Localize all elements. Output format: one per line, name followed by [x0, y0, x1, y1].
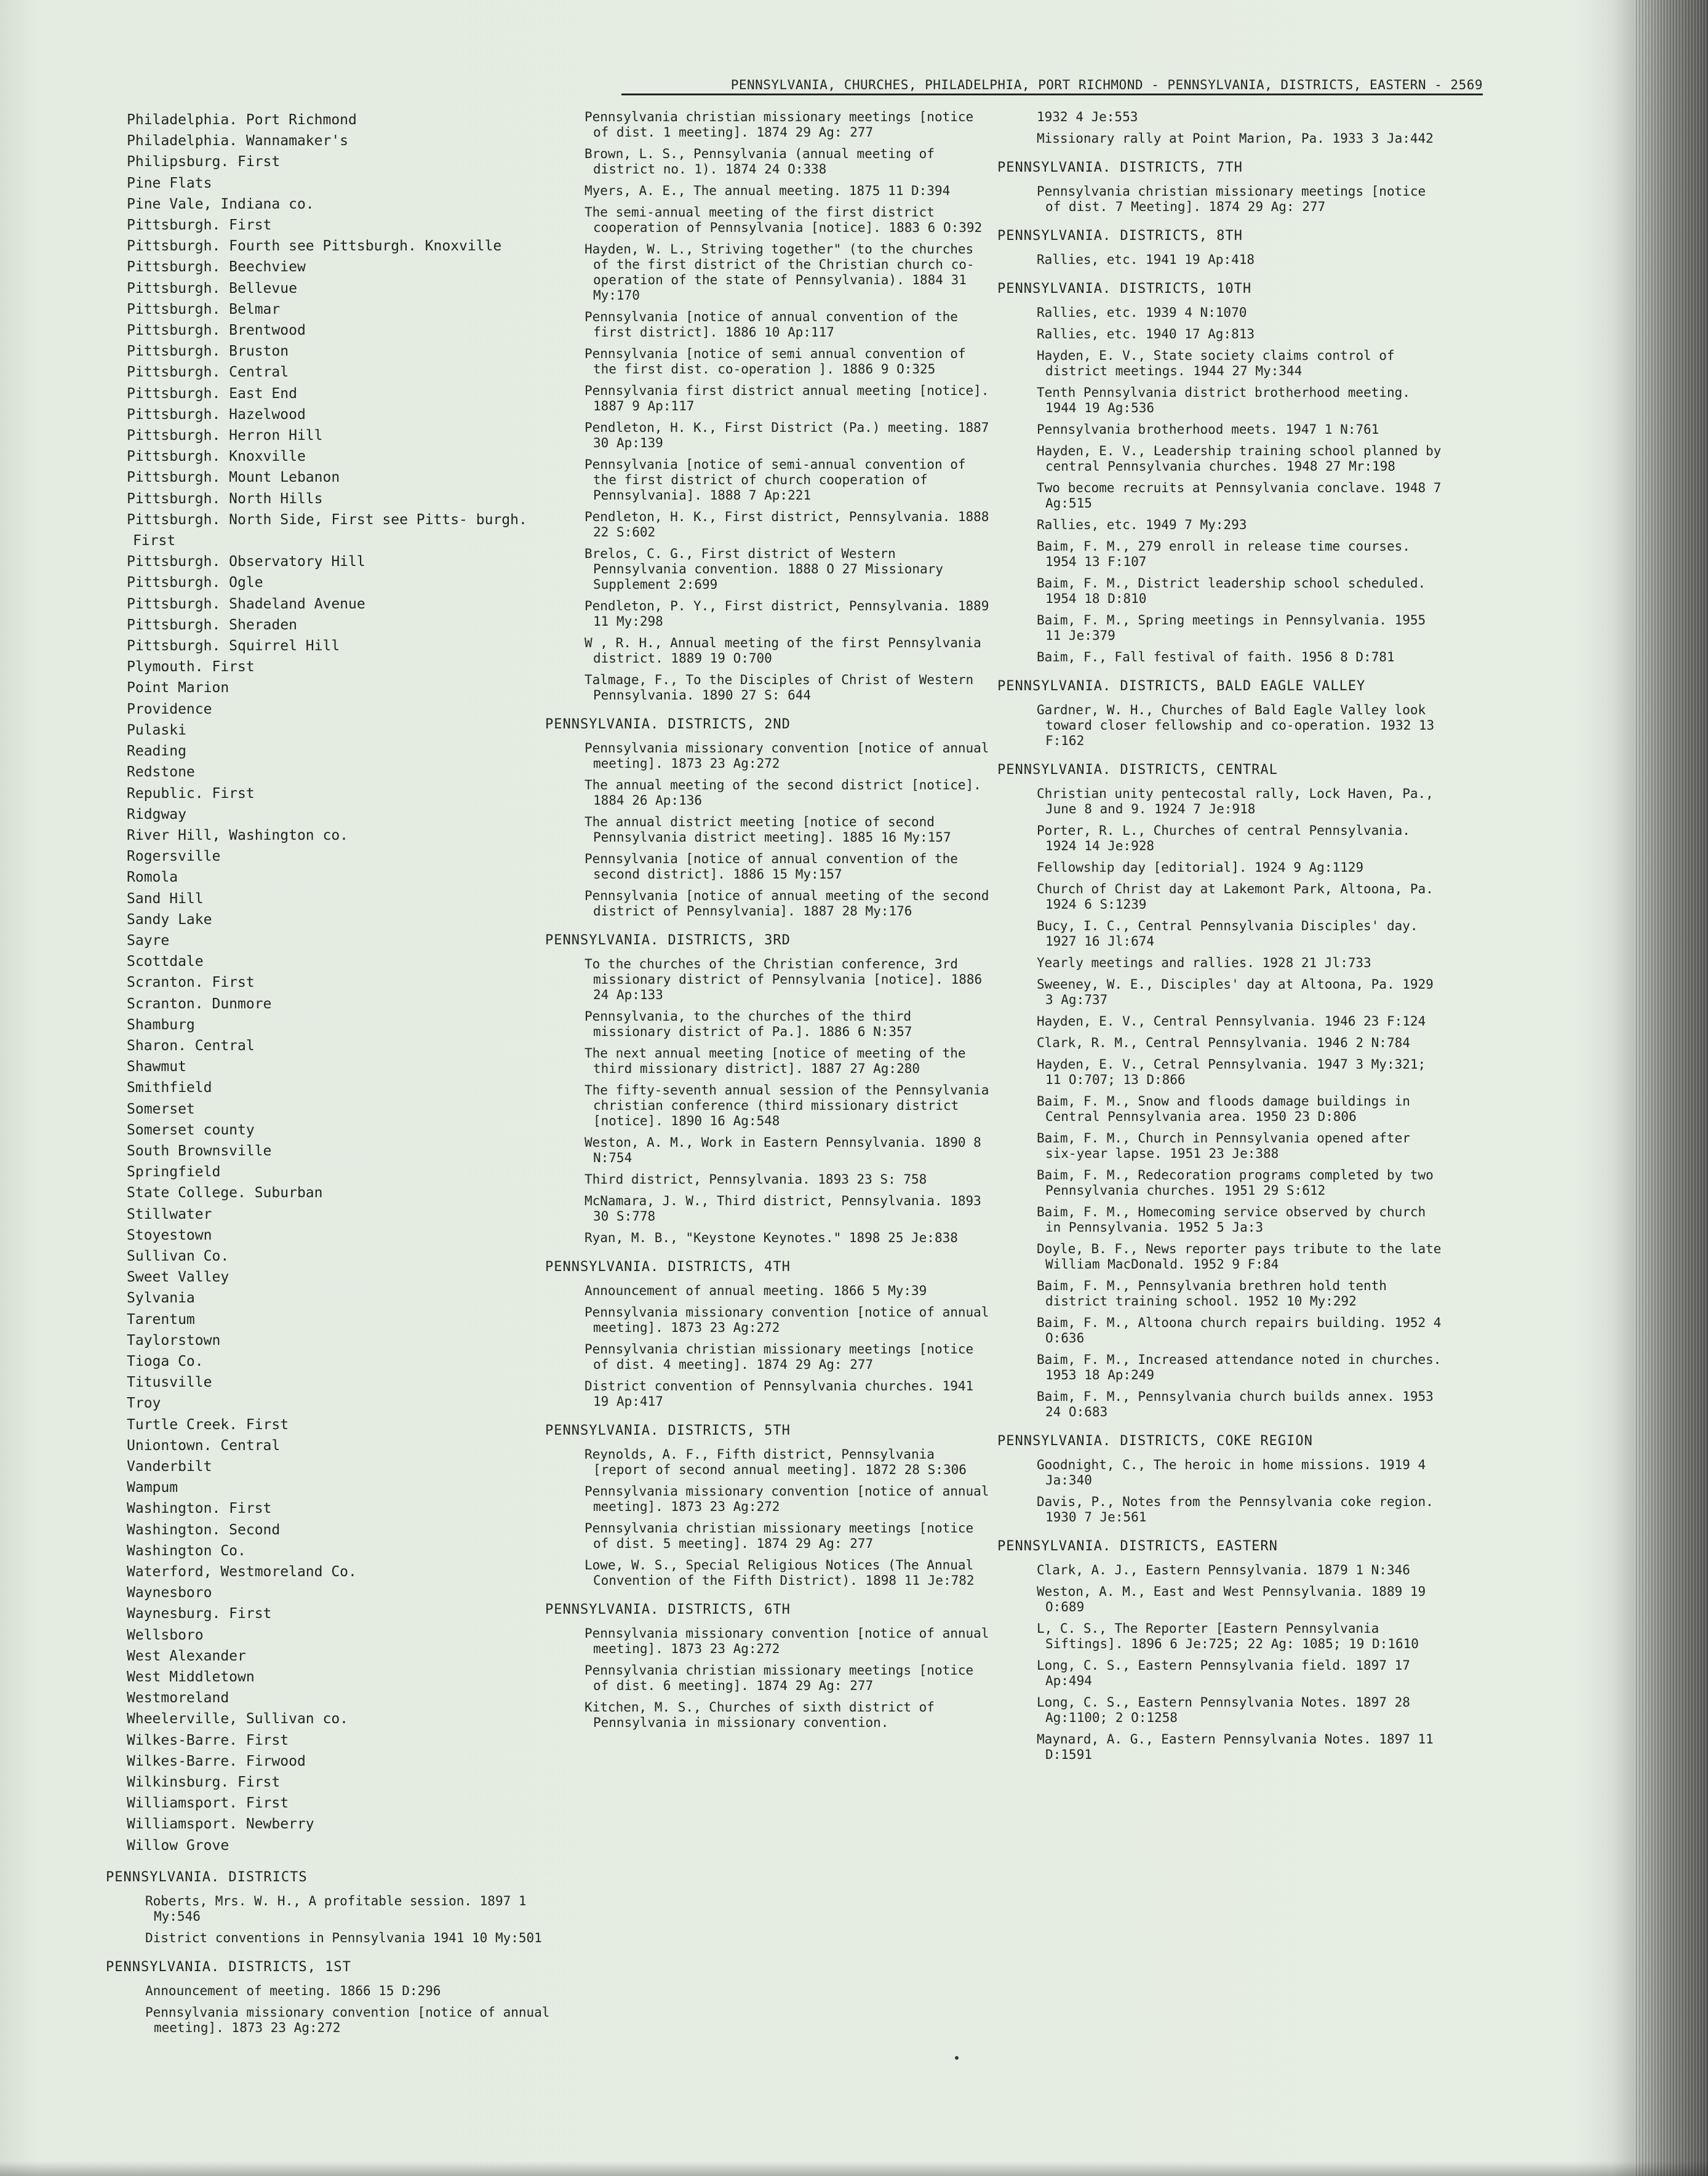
index-entry: Two become recruits at Pennsylvania conclave. 1948 7 Ag:515: [1037, 480, 1442, 511]
index-entry: The fifty-seventh annual session of the Pennsylvania christian conference (third missionary district [notice]. 1890 16 Ag:548: [585, 1083, 989, 1128]
index-entry: Rallies, etc. 1939 4 N:1070: [1037, 305, 1247, 320]
index-entry: Pennsylvania christian missionary meetings [notice of dist. 1 meeting]. 1874 29 Ag: 277: [585, 110, 974, 140]
index-entry: Rallies, etc. 1940 17 Ag:813: [1037, 327, 1255, 341]
place-entry: West Alexander: [127, 1648, 246, 1664]
index-entry: The annual meeting of the second district [notice]. 1884 26 Ap:136: [585, 778, 981, 808]
place-entry: Sandy Lake: [127, 911, 212, 928]
place-entry: Shawmut: [127, 1059, 186, 1075]
place-entry: Troy: [127, 1395, 161, 1412]
right-sections: [997, 160, 1449, 1763]
section-heading: PENNSYLVANIA. DISTRICTS, 1ST: [106, 1959, 351, 1975]
place-entry: Pittsburgh. East End: [127, 385, 297, 402]
index-entry: Baim, F. M., Church in Pennsylvania opened after six-year lapse. 1951 23 Je:388: [1037, 1131, 1410, 1161]
index-entry: Tenth Pennsylvania district brotherhood meeting. 1944 19 Ag:536: [1037, 385, 1410, 415]
index-entry: The semi-annual meeting of the first district cooperation of Pennsylvania [notice]. 1883 6 O:392: [585, 205, 983, 235]
place-entry: Waynesburg. First: [127, 1606, 272, 1622]
place-entry: Sharon. Central: [127, 1037, 255, 1054]
place-list: [127, 110, 557, 1856]
index-entry: District convention of Pennsylvania churches. 1941 19 Ap:417: [585, 1379, 974, 1409]
place-entry: Wilkes-Barre. Firwood: [127, 1753, 306, 1769]
index-entry: Fellowship day [editorial]. 1924 9 Ag:1129: [1037, 860, 1364, 875]
place-entry: Pittsburgh. Bellevue: [127, 280, 297, 297]
place-entry: Somerset county: [127, 1122, 255, 1138]
index-entry: Goodnight, C., The heroic in home missions. 1919 4 Ja:340: [1037, 1457, 1426, 1488]
place-entry: Scranton. Dunmore: [127, 995, 272, 1012]
section-heading: PENNSYLVANIA. DISTRICTS, 6TH: [545, 1602, 791, 1617]
place-entry: Scottdale: [127, 954, 204, 970]
index-entry: Baim, F., Fall festival of faith. 1956 8 D:781: [1037, 650, 1395, 664]
index-entry: District conventions in Pennsylvania 1941 10 My:501: [145, 1930, 542, 1945]
index-entry: Pennsylvania [notice of semi-annual convention of the first district of church cooperation of Pennsylvania]. 1888 7 Ap:221: [585, 457, 966, 503]
section-heading: PENNSYLVANIA. DISTRICTS, 7TH: [997, 160, 1243, 175]
place-entry: Somerset: [127, 1101, 195, 1117]
right-column: [997, 110, 1449, 1769]
index-entry: Baim, F. M., Snow and floods damage buildings in Central Pennsylvania area. 1950 23 D:806: [1037, 1094, 1410, 1124]
index-entry: Pennsylvania christian missionary meetings [notice of dist. 4 meeting]. 1874 29 Ag: 277: [585, 1342, 974, 1372]
place-entry: Pittsburgh. Observatory Hill: [127, 554, 365, 570]
place-entry: Pittsburgh. Squirrel Hill: [127, 638, 340, 655]
section-heading: PENNSYLVANIA. DISTRICTS: [106, 1869, 308, 1885]
place-entry: West Middletown: [127, 1669, 255, 1686]
index-entry: Baim, F. M., 279 enroll in release time courses. 1954 13 F:107: [1037, 539, 1410, 569]
index-entry: Pennsylvania [notice of semi annual convention of the first dist. co-operation ]. 1886 9 O:325: [585, 346, 966, 377]
place-entry: Westmoreland: [127, 1690, 229, 1707]
place-entry: Pittsburgh. Knoxville: [127, 448, 306, 465]
place-entry: Waterford, Westmoreland Co.: [127, 1564, 357, 1580]
place-entry: Williamsport. Newberry: [127, 1816, 314, 1833]
index-entry: Hayden, E. V., State society claims control of district meetings. 1944 27 My:344: [1037, 348, 1395, 378]
place-entry: Republic. First: [127, 785, 255, 802]
place-entry: Washington. Second: [127, 1521, 281, 1538]
place-entry: South Brownsville: [127, 1142, 272, 1159]
place-entry: River Hill, Washington co.: [127, 827, 349, 843]
running-head: PENNSYLVANIA, CHURCHES, PHILADELPHIA, PORT RICHMOND - PENNSYLVANIA, DISTRICTS, EASTERN - 2569: [621, 78, 1483, 95]
place-entry: Wellsboro: [127, 1627, 204, 1643]
index-entry: Reynolds, A. F., Fifth district, Pennsylvania [report of second annual meeting]. 1872 28 S:306: [585, 1447, 967, 1477]
index-entry: Pennsylvania [notice of annual meeting of the second district of Pennsylvania]. 1887 28 My:176: [585, 888, 989, 919]
section-heading: PENNSYLVANIA. DISTRICTS, CENTRAL: [997, 762, 1278, 778]
index-entry: Sweeney, W. E., Disciples' day at Altoona, Pa. 1929 3 Ag:737: [1037, 977, 1434, 1007]
place-entry: Pittsburgh. North Hills: [127, 490, 323, 507]
index-entry: Church of Christ day at Lakemont Park, Altoona, Pa. 1924 6 S:1239: [1037, 882, 1434, 912]
index-entry: Pennsylvania missionary convention [notice of annual meeting]. 1873 23 Ag:272: [585, 1305, 989, 1335]
index-entry: Hayden, W. L., Striving together" (to the churches of the first district of the Christian church co-operation of the state of Pennsylvania). 1884 31 My:170: [585, 242, 975, 303]
index-entry: The next annual meeting [notice of meeting of the third missionary district]. 1887 27 Ag:280: [585, 1046, 966, 1076]
section-heading: PENNSYLVANIA. DISTRICTS, COKE REGION: [997, 1433, 1313, 1449]
place-entry: Washington Co.: [127, 1542, 246, 1559]
place-entry: Sylvania: [127, 1290, 195, 1307]
index-entry: 1932 4 Je:553: [1037, 110, 1138, 124]
index-entry: Pendleton, H. K., First district, Pennsylvania. 1888 22 S:602: [585, 509, 989, 540]
place-entry: Scranton. First: [127, 974, 255, 991]
place-entry: Sullivan Co.: [127, 1248, 229, 1264]
place-entry: State College. Suburban: [127, 1185, 323, 1202]
index-entry: Pennsylvania christian missionary meetings [notice of dist. 5 meeting]. 1874 29 Ag: 277: [585, 1521, 974, 1551]
index-entry: Pennsylvania christian missionary meetings [notice of dist. 7 Meeting]. 1874 29 Ag: 277: [1037, 184, 1426, 214]
index-entry: Clark, R. M., Central Pennsylvania. 1946 2 N:784: [1037, 1035, 1410, 1050]
index-entry: Bucy, I. C., Central Pennsylvania Disciples' day. 1927 16 Jl:674: [1037, 919, 1418, 949]
place-entry: Pittsburgh. Sheraden: [127, 616, 297, 633]
place-entry: Sand Hill: [127, 890, 204, 907]
index-entry: Lowe, W. S., Special Religious Notices (The Annual Convention of the Fifth District). 1898 11 Je:782: [585, 1558, 975, 1588]
place-entry: Pittsburgh. Hazelwood: [127, 406, 306, 423]
index-entry: Long, C. S., Eastern Pennsylvania Notes. 1897 28 Ag:1100; 2 O:1258: [1037, 1695, 1410, 1725]
place-entry: Providence: [127, 701, 212, 717]
place-entry: Turtle Creek. First: [127, 1416, 289, 1433]
middle-sections: [545, 717, 997, 1731]
index-entry: Long, C. S., Eastern Pennsylvania field. 1897 17 Ap:494: [1037, 1658, 1410, 1688]
place-entry: Washington. First: [127, 1500, 272, 1517]
place-entry: Smithfield: [127, 1080, 212, 1096]
place-entry: Pine Vale, Indiana co.: [127, 196, 314, 212]
index-entry: McNamara, J. W., Third district, Pennsylvania. 1893 30 S:778: [585, 1194, 981, 1224]
page-dot-mark: [955, 2056, 959, 2060]
index-entry: Kitchen, M. S., Churches of sixth district of Pennsylvania in missionary convention.: [585, 1700, 935, 1730]
place-entry: Waynesboro: [127, 1585, 212, 1601]
index-entry: L, C. S., The Reporter [Eastern Pennsylvania Siftings]. 1896 6 Je:725; 22 Ag: 1085; 19 D:1610: [1037, 1621, 1419, 1651]
index-entry: Talmage, F., To the Disciples of Christ of Western Pennsylvania. 1890 27 S: 644: [585, 672, 974, 703]
index-entry: Doyle, B. F., News reporter pays tribute to the late William MacDonald. 1952 9 F:84: [1037, 1241, 1442, 1272]
index-entry: Weston, A. M., East and West Pennsylvania. 1889 19 O:689: [1037, 1584, 1426, 1614]
index-entry: Ryan, M. B., "Keystone Keynotes." 1898 25 Je:838: [585, 1230, 958, 1245]
place-entry: Pittsburgh. First: [127, 217, 272, 234]
left-column: [106, 110, 557, 2042]
place-entry: Tarentum: [127, 1311, 195, 1328]
index-entry: Brelos, C. G., First district of Western Pennsylvania convention. 1888 O 27 Missionary Supplement 2:699: [585, 546, 943, 592]
index-entry: Christian unity pentecostal rally, Lock Haven, Pa., June 8 and 9. 1924 7 Je:918: [1037, 786, 1434, 816]
place-entry: Rogersville: [127, 848, 221, 865]
place-entry: Pittsburgh. North Side, First see Pitts- burgh. First: [127, 511, 527, 549]
place-entry: Pittsburgh. Shadeland Avenue: [127, 596, 365, 612]
place-entry: Tioga Co.: [127, 1353, 204, 1369]
index-entry: Pennsylvania first district annual meeting [notice]. 1887 9 Ap:117: [585, 383, 989, 413]
section-heading: PENNSYLVANIA. DISTRICTS, 4TH: [545, 1259, 791, 1275]
place-entry: Point Marion: [127, 680, 229, 696]
section-heading: PENNSYLVANIA. DISTRICTS, 10TH: [997, 281, 1252, 297]
place-entry: Redstone: [127, 764, 195, 781]
section-heading: PENNSYLVANIA. DISTRICTS, 5TH: [545, 1423, 791, 1438]
index-entry: Pennsylvania brotherhood meets. 1947 1 N:761: [1037, 422, 1379, 437]
page-bottom-shadow: [0, 2161, 1708, 2176]
section-heading: PENNSYLVANIA. DISTRICTS, EASTERN: [997, 1539, 1278, 1554]
index-entry: Rallies, etc. 1949 7 My:293: [1037, 517, 1247, 532]
place-entry: Taylorstown: [127, 1332, 221, 1349]
place-entry: Williamsport. First: [127, 1795, 289, 1812]
left-sections: [106, 1869, 557, 2036]
section-heading: PENNSYLVANIA. DISTRICTS, 3RD: [545, 933, 791, 948]
place-entry: Shamburg: [127, 1016, 195, 1033]
index-entry: Baim, F. M., Altoona church repairs building. 1952 4 O:636: [1037, 1315, 1442, 1345]
place-entry: Pittsburgh. Bruston: [127, 343, 289, 360]
index-entry: Hayden, E. V., Central Pennsylvania. 1946 23 F:124: [1037, 1014, 1426, 1029]
place-entry: Pittsburgh. Mount Lebanon: [127, 469, 340, 486]
index-entry: Baim, F. M., District leadership school scheduled. 1954 18 D:810: [1037, 576, 1426, 606]
place-entry: Pittsburgh. Beechview: [127, 259, 306, 276]
index-entry: Clark, A. J., Eastern Pennsylvania. 1879 1 N:346: [1037, 1563, 1410, 1577]
index-entry: Hayden, E. V., Leadership training school planned by central Pennsylvania churches. 1948 27 Mr:198: [1037, 444, 1442, 474]
place-entry: Uniontown. Central: [127, 1437, 281, 1454]
index-entry: Baim, F. M., Redecoration programs completed by two Pennsylvania churches. 1951 29 S:612: [1037, 1168, 1434, 1198]
place-entry: Pittsburgh. Central: [127, 364, 289, 381]
place-entry: Pittsburgh. Fourth see Pittsburgh. Knoxville: [127, 238, 502, 255]
index-entry: Baim, F. M., Homecoming service observed by church in Pennsylvania. 1952 5 Ja:3: [1037, 1205, 1426, 1235]
index-entry: Pennsylvania [notice of annual convention of the first district]. 1886 10 Ap:117: [585, 309, 958, 340]
index-entry: Brown, L. S., Pennsylvania (annual meeting of district no. 1). 1874 24 O:338: [585, 146, 935, 177]
place-entry: Philadelphia. Wannamaker's: [127, 133, 349, 149]
index-entry: Yearly meetings and rallies. 1928 21 Jl:733: [1037, 955, 1371, 970]
place-entry: Pittsburgh. Belmar: [127, 301, 281, 317]
section-heading: PENNSYLVANIA. DISTRICTS, BALD EAGLE VALLEY: [997, 679, 1366, 694]
place-entry: Reading: [127, 743, 186, 760]
place-entry: Stoyestown: [127, 1227, 212, 1243]
place-entry: Pine Flats: [127, 175, 212, 191]
index-entry: Davis, P., Notes from the Pennsylvania coke region. 1930 7 Je:561: [1037, 1494, 1434, 1524]
index-entry: Baim, F. M., Pennsylvania church builds annex. 1953 24 O:683: [1037, 1389, 1434, 1419]
index-entry: Baim, F. M., Increased attendance noted in churches. 1953 18 Ap:249: [1037, 1352, 1442, 1382]
index-entry: Pennsylvania missionary convention [notice of annual meeting]. 1873 23 Ag:272: [585, 1484, 989, 1514]
index-entry: Baim, F. M., Spring meetings in Pennsylvania. 1955 11 Je:379: [1037, 613, 1426, 643]
place-entry: Sayre: [127, 932, 170, 949]
place-entry: Philadelphia. Port Richmond: [127, 112, 357, 128]
index-entry: Weston, A. M., Work in Eastern Pennsylvania. 1890 8 N:754: [585, 1135, 981, 1165]
place-entry: Wilkes-Barre. First: [127, 1732, 289, 1748]
place-entry: Titusville: [127, 1374, 212, 1391]
index-entry: Pennsylvania missionary convention [notice of annual meeting]. 1873 23 Ag:272: [145, 2004, 550, 2035]
place-entry: Pittsburgh. Herron Hill: [127, 428, 323, 444]
place-entry: Wampum: [127, 1480, 178, 1496]
index-entry: Pennsylvania [notice of annual convention of the second district]. 1886 15 My:157: [585, 851, 958, 882]
index-entry: Announcement of annual meeting. 1866 5 My:39: [585, 1283, 927, 1298]
index-entry: Hayden, E. V., Cetral Pennsylvania. 1947 3 My:321; 11 O:707; 13 D:866: [1037, 1057, 1426, 1087]
place-entry: Ridgway: [127, 806, 186, 823]
place-entry: Plymouth. First: [127, 659, 255, 676]
index-entry: The annual district meeting [notice of second Pennsylvania district meeting]. 1885 16 My:157: [585, 815, 951, 845]
section-heading: PENNSYLVANIA. DISTRICTS, 2ND: [545, 717, 791, 732]
place-entry: Sweet Valley: [127, 1269, 229, 1286]
place-entry: Pittsburgh. Brentwood: [127, 322, 306, 339]
middle-column: [545, 110, 997, 1737]
place-entry: Pittsburgh. Ogle: [127, 575, 263, 591]
place-entry: Vanderbilt: [127, 1459, 212, 1475]
index-entry: Rallies, etc. 1941 19 Ap:418: [1037, 252, 1255, 267]
index-entry: Roberts, Mrs. W. H., A profitable session. 1897 1 My:546: [145, 1893, 527, 1924]
index-entry: Pendleton, H. K., First District (Pa.) meeting. 1887 30 Ap:139: [585, 420, 989, 450]
index-entry: Pendleton, P. Y., First district, Pennsylvania. 1889 11 My:298: [585, 599, 989, 629]
place-entry: Philipsburg. First: [127, 154, 281, 170]
place-entry: Wheelerville, Sullivan co.: [127, 1711, 349, 1728]
page-edge-stack: [1634, 0, 1708, 2176]
place-entry: Pulaski: [127, 722, 186, 738]
index-entry: W , R. H., Annual meeting of the first Pennsylvania district. 1889 19 O:700: [585, 636, 981, 666]
place-entry: Springfield: [127, 1164, 221, 1181]
middle-lead-entries: [566, 110, 997, 703]
place-entry: Stillwater: [127, 1206, 212, 1222]
place-entry: Romola: [127, 869, 178, 886]
index-entry: Announcement of meeting. 1866 15 D:296: [145, 1983, 441, 1998]
index-entry: Pennsylvania christian missionary meetings [notice of dist. 6 meeting]. 1874 29 Ag: 277: [585, 1663, 974, 1693]
index-entry: Missionary rally at Point Marion, Pa. 1933 3 Ja:442: [1037, 131, 1434, 146]
index-entry: Third district, Pennsylvania. 1893 23 S: 758: [585, 1172, 927, 1187]
place-entry: Wilkinsburg. First: [127, 1774, 281, 1791]
index-entry: Pennsylvania, to the churches of the third missionary district of Pa.]. 1886 6 N:357: [585, 1009, 912, 1039]
section-heading: PENNSYLVANIA. DISTRICTS, 8TH: [997, 228, 1243, 244]
index-entry: Gardner, W. H., Churches of Bald Eagle Valley look toward closer fellowship and co-operation. 1932 13 F:162: [1037, 703, 1435, 748]
index-entry: To the churches of the Christian conference, 3rd missionary district of Pennsylvania [notice]. 1886 24 Ap:133: [585, 957, 983, 1002]
index-entry: Myers, A. E., The annual meeting. 1875 11 D:394: [585, 183, 951, 198]
index-entry: Maynard, A. G., Eastern Pennsylvania Notes. 1897 11 D:1591: [1037, 1732, 1434, 1762]
index-entry: Pennsylvania missionary convention [notice of annual meeting]. 1873 23 Ag:272: [585, 1626, 989, 1656]
place-entry: Willow Grove: [127, 1837, 229, 1854]
right-lead-entries: [1018, 110, 1449, 146]
index-entry: Pennsylvania missionary convention [notice of annual meeting]. 1873 23 Ag:272: [585, 741, 989, 771]
index-entry: Baim, F. M., Pennsylvania brethren hold tenth district training school. 1952 10 My:292: [1037, 1278, 1387, 1309]
index-entry: Porter, R. L., Churches of central Pennsylvania. 1924 14 Je:928: [1037, 823, 1410, 853]
